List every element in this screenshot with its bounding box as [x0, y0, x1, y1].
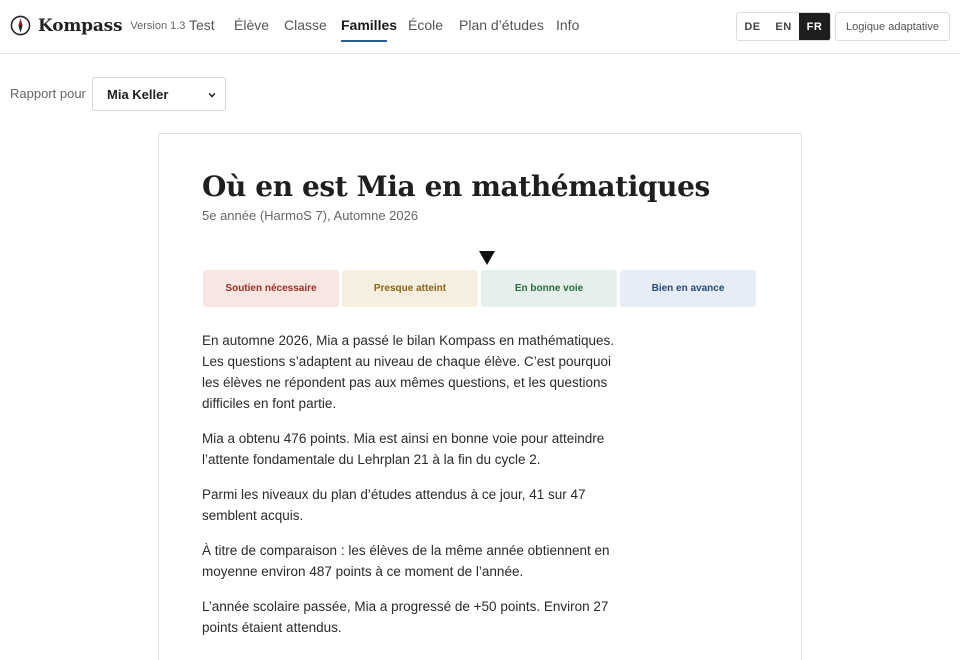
- tab-ecole[interactable]: École: [408, 17, 444, 33]
- triangle-down-icon: [479, 251, 495, 265]
- tab-plan-etudes[interactable]: Plan d’études: [459, 17, 544, 33]
- report-for-label: Rapport pour: [10, 86, 86, 101]
- language-switcher: [736, 12, 831, 41]
- report-subtitle: 5e année (HarmoS 7), Automne 2026: [202, 208, 419, 223]
- paragraph-score: Mia a obtenu 476 points. Mia est ainsi en bonne voie pour atteindre l’attente fondamentale du Lehrplan 21 à la fin du cycle 2.: [202, 431, 605, 467]
- top-navigation-bar: [0, 0, 960, 54]
- brand[interactable]: [10, 15, 185, 36]
- lang-de-button[interactable]: DE: [737, 13, 768, 40]
- student-select-value: Mia Keller: [107, 86, 169, 102]
- paragraph-intro: En automne 2026, Mia a passé le bilan Kompass en mathématiques. Les questions s’adaptent au niveau de chaque élève. C’est pourquoi les élèves ne répondent pas aux mêmes questions, et les questions difficiles en font partie.: [202, 333, 614, 411]
- lang-fr-button[interactable]: FR: [799, 13, 830, 40]
- tab-eleve[interactable]: Élève: [234, 17, 270, 33]
- report-card: [158, 133, 802, 660]
- tab-familles[interactable]: Familles: [341, 17, 398, 33]
- chevron-down-icon: [208, 91, 216, 99]
- level-support-needed: Soutien nécessaire: [203, 270, 339, 307]
- paragraph-curriculum: Parmi les niveaux du plan d’études attendus à ce jour, 41 sur 47 semblent acquis.: [202, 487, 586, 523]
- tab-info[interactable]: Info: [556, 17, 580, 33]
- paragraph-comparison: À titre de comparaison : les élèves de la même année obtiennent en moyenne environ 487 points à ce moment de l’année.: [202, 543, 610, 579]
- report-title: Où en est Mia en mathématiques: [202, 170, 710, 203]
- level-almost-reached: Presque atteint: [342, 270, 478, 307]
- report-body: [202, 330, 622, 652]
- level-scale: [203, 270, 757, 307]
- paragraph-progress: L’année scolaire passée, Mia a progressé de +50 points. Environ 27 points étaient attendus.: [202, 599, 609, 635]
- active-tab-indicator: [341, 40, 387, 42]
- version-label: Version 1.3: [130, 19, 186, 32]
- brand-name: Kompass: [38, 15, 123, 36]
- adaptive-logic-button[interactable]: Logique adaptative: [835, 12, 950, 41]
- level-on-track: En bonne voie: [481, 270, 617, 307]
- compass-icon: [10, 15, 31, 36]
- tab-test[interactable]: Test: [189, 17, 215, 33]
- student-select[interactable]: [92, 77, 226, 111]
- level-well-ahead: Bien en avance: [620, 270, 756, 307]
- tab-classe[interactable]: Classe: [284, 17, 327, 33]
- lang-en-button[interactable]: EN: [768, 13, 799, 40]
